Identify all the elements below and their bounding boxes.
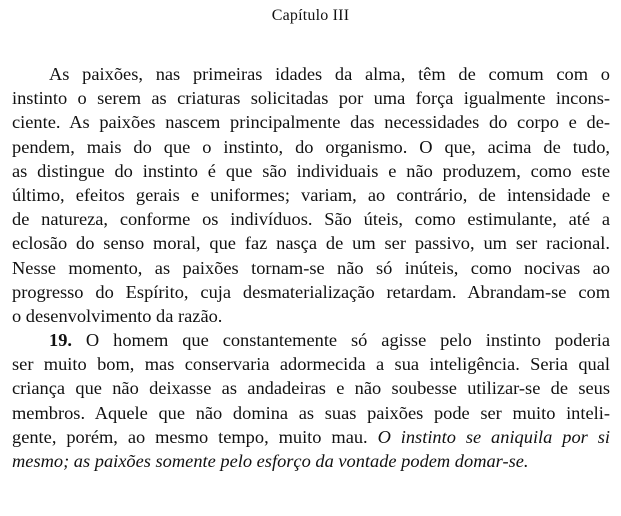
paragraph-2-line-5-text: gente, porém, ao mesmo tempo, muito mau. [12,426,378,447]
paragraph-2-line-5-italic: O instinto se aniquila por si [377,426,610,447]
paragraph-1-line-2: instinto o serem as criaturas solicitadas por uma força igualmente incons- [12,88,610,109]
paragraph-1-line-6: último, efeitos gerais e uniformes; variam, ao contrário, de intensidade e [12,184,610,205]
chapter-header: Capítulo III [271,7,350,24]
paragraph-1-line-8: eclosão do senso moral, que faz nasça de um ser passivo, um ser racional. [12,233,610,254]
paragraph-2-line-5 [12,425,610,449]
paragraph-2-line-3: criança que não deixasse as andadeiras e não soubesse utilizar-se de seus [12,378,610,399]
paragraph-2-line-1 [12,328,610,352]
paragraph-1-line-1: As paixões, nas primeiras idades da alma, têm de comum com o [49,64,610,84]
paragraph-2-line-1-text: O homem que constantemente só agisse pelo instinto poderia [72,330,610,351]
paragraph-1-line-4: pendem, mais do que o instinto, do organismo. O que, acima de tudo, [12,136,610,157]
paragraph-2-line-6: mesmo; as paixões somente pelo esforço da vontade podem domar-se. [12,451,529,471]
paragraph-2-line-4: membros. Aquele que não domina as suas paixões pode ser muito inteli- [12,402,610,423]
paragraph-1-line-9: Nesse momento, as paixões tornam-se não só inúteis, como nocivas ao [12,257,610,278]
paragraph-1-line-11: o desenvolvimento da razão. [12,305,223,326]
paragraph-1-line-10: progresso do Espírito, cuja desmaterialização retardam. Abrandam-se com [12,281,610,302]
paragraph-1-line-7: de natureza, conforme os indivíduos. São úteis, como estimulante, até a [12,209,610,230]
body-text [12,62,610,473]
paragraph-1-line-3: ciente. As paixões nascem principalmente das necessidades do corpo e de- [12,112,610,133]
paragraph-2-line-2: ser muito bom, mas conservaria adormecida a sua inteligência. Seria qual [12,354,610,375]
paragraph-1-line-5: as distingue do instinto é que são individuais e não produzem, como este [12,160,610,181]
paragraph-number: 19. [49,330,72,351]
